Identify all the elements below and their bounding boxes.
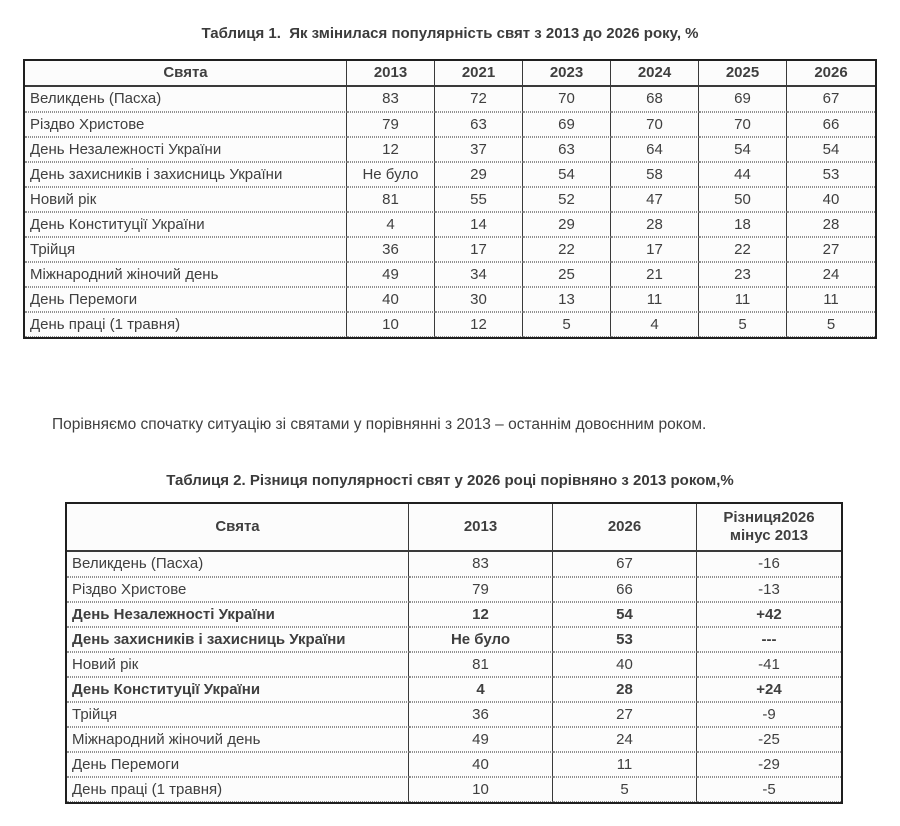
value-cell: 63 xyxy=(523,137,611,162)
value-cell: 66 xyxy=(787,112,875,137)
value-cell: +42 xyxy=(697,602,841,627)
value-cell: 64 xyxy=(611,137,699,162)
value-cell: 17 xyxy=(611,237,699,262)
value-cell: 30 xyxy=(435,287,523,312)
value-cell: 49 xyxy=(347,262,435,287)
value-cell: 28 xyxy=(611,212,699,237)
holiday-name-cell: Міжнародний жіночий день xyxy=(67,727,409,752)
value-cell: 25 xyxy=(523,262,611,287)
column-header-2026: 2026 xyxy=(553,504,697,552)
table1-header-row xyxy=(25,61,875,87)
table-row xyxy=(25,262,875,287)
value-cell: 11 xyxy=(787,287,875,312)
holiday-name-cell: Новий рік xyxy=(67,652,409,677)
value-cell: --- xyxy=(697,627,841,652)
value-cell: 22 xyxy=(523,237,611,262)
column-header-2026: 2026 xyxy=(787,61,875,87)
table-row xyxy=(25,312,875,337)
value-cell: 12 xyxy=(409,602,553,627)
table-row xyxy=(25,162,875,187)
table-row xyxy=(67,777,841,802)
value-cell: -29 xyxy=(697,752,841,777)
value-cell: 12 xyxy=(347,137,435,162)
value-cell: 70 xyxy=(611,112,699,137)
value-cell: 36 xyxy=(347,237,435,262)
value-cell: 79 xyxy=(347,112,435,137)
value-cell: 40 xyxy=(787,187,875,212)
value-cell: 72 xyxy=(435,87,523,112)
value-cell: 67 xyxy=(787,87,875,112)
table-row xyxy=(67,552,841,577)
table-row xyxy=(25,137,875,162)
value-cell: 81 xyxy=(409,652,553,677)
value-cell: -25 xyxy=(697,727,841,752)
table2-title: Таблиця 2. Різниця популярності свят у 2026 році порівняно з 2013 роком,% xyxy=(166,472,734,489)
value-cell: 24 xyxy=(787,262,875,287)
value-cell: +24 xyxy=(697,677,841,702)
value-cell: 5 xyxy=(699,312,787,337)
value-cell: 4 xyxy=(611,312,699,337)
value-cell: -16 xyxy=(697,552,841,577)
holiday-name-cell: День праці (1 травня) xyxy=(67,777,409,802)
value-cell: 68 xyxy=(611,87,699,112)
value-cell: 22 xyxy=(699,237,787,262)
value-cell: 4 xyxy=(409,677,553,702)
intro-paragraph: Порівняємо спочатку ситуацію зі святами у порівнянні з 2013 – останнім довоєнним роком. xyxy=(52,416,707,433)
column-header-2024: 2024 xyxy=(611,61,699,87)
value-cell: -13 xyxy=(697,577,841,602)
table2-body xyxy=(67,552,841,802)
value-cell: 5 xyxy=(787,312,875,337)
value-cell: 70 xyxy=(523,87,611,112)
holiday-name-cell: Великдень (Пасха) xyxy=(67,552,409,577)
value-cell: 27 xyxy=(553,702,697,727)
value-cell: 66 xyxy=(553,577,697,602)
holiday-name-cell: День Конституції України xyxy=(25,212,347,237)
value-cell: 5 xyxy=(523,312,611,337)
holiday-name-cell: День захисників і захисниць України xyxy=(25,162,347,187)
value-cell: 67 xyxy=(553,552,697,577)
table2-header-row xyxy=(67,504,841,552)
value-cell: 40 xyxy=(347,287,435,312)
holiday-name-cell: День Перемоги xyxy=(25,287,347,312)
value-cell: 50 xyxy=(699,187,787,212)
value-cell: 10 xyxy=(409,777,553,802)
value-cell: 29 xyxy=(435,162,523,187)
table-row xyxy=(25,112,875,137)
table-row xyxy=(25,287,875,312)
value-cell: 49 xyxy=(409,727,553,752)
value-cell: 69 xyxy=(523,112,611,137)
holiday-name-cell: Різдво Христове xyxy=(67,577,409,602)
value-cell: 13 xyxy=(523,287,611,312)
value-cell: 27 xyxy=(787,237,875,262)
column-header-holidays: Свята xyxy=(25,61,347,87)
value-cell: 28 xyxy=(553,677,697,702)
value-cell: 10 xyxy=(347,312,435,337)
value-cell: 29 xyxy=(523,212,611,237)
value-cell: Не було xyxy=(347,162,435,187)
table-row xyxy=(25,237,875,262)
value-cell: 21 xyxy=(611,262,699,287)
value-cell: 4 xyxy=(347,212,435,237)
value-cell: 69 xyxy=(699,87,787,112)
value-cell: 5 xyxy=(553,777,697,802)
value-cell: 83 xyxy=(347,87,435,112)
value-cell: -9 xyxy=(697,702,841,727)
value-cell: 54 xyxy=(523,162,611,187)
column-header-2025: 2025 xyxy=(699,61,787,87)
value-cell: 40 xyxy=(409,752,553,777)
holiday-name-cell: Трійця xyxy=(25,237,347,262)
value-cell: 58 xyxy=(611,162,699,187)
value-cell: 53 xyxy=(553,627,697,652)
difference-header-line1: Різниця2026 xyxy=(723,509,815,526)
table-row xyxy=(67,602,841,627)
table-row xyxy=(25,87,875,112)
holiday-name-cell: День праці (1 травня) xyxy=(25,312,347,337)
value-cell: -41 xyxy=(697,652,841,677)
value-cell: 54 xyxy=(699,137,787,162)
table-row xyxy=(67,677,841,702)
holiday-name-cell: Трійця xyxy=(67,702,409,727)
holiday-name-cell: Великдень (Пасха) xyxy=(25,87,347,112)
table-row xyxy=(25,212,875,237)
holiday-name-cell: Міжнародний жіночий день xyxy=(25,262,347,287)
column-header-2013: 2013 xyxy=(409,504,553,552)
holiday-name-cell: День захисників і захисниць України xyxy=(67,627,409,652)
value-cell: 23 xyxy=(699,262,787,287)
value-cell: 81 xyxy=(347,187,435,212)
table-row xyxy=(67,577,841,602)
value-cell: 11 xyxy=(699,287,787,312)
value-cell: 40 xyxy=(553,652,697,677)
value-cell: 47 xyxy=(611,187,699,212)
value-cell: 63 xyxy=(435,112,523,137)
value-cell: 14 xyxy=(435,212,523,237)
value-cell: 18 xyxy=(699,212,787,237)
value-cell: 34 xyxy=(435,262,523,287)
holiday-name-cell: День Незалежності України xyxy=(25,137,347,162)
table-row xyxy=(67,652,841,677)
value-cell: 55 xyxy=(435,187,523,212)
column-header-2013: 2013 xyxy=(347,61,435,87)
value-cell: 83 xyxy=(409,552,553,577)
value-cell: 79 xyxy=(409,577,553,602)
table-row xyxy=(67,702,841,727)
value-cell: 54 xyxy=(553,602,697,627)
value-cell: 12 xyxy=(435,312,523,337)
value-cell: 54 xyxy=(787,137,875,162)
table1-title: Таблиця 1. Як змінилася популярність свят з 2013 до 2026 року, % xyxy=(201,25,699,42)
table-row xyxy=(67,727,841,752)
value-cell: 11 xyxy=(553,752,697,777)
value-cell: 53 xyxy=(787,162,875,187)
table-row xyxy=(67,627,841,652)
value-cell: -5 xyxy=(697,777,841,802)
value-cell: 24 xyxy=(553,727,697,752)
value-cell: 17 xyxy=(435,237,523,262)
column-header-2021: 2021 xyxy=(435,61,523,87)
value-cell: 37 xyxy=(435,137,523,162)
holiday-name-cell: Різдво Христове xyxy=(25,112,347,137)
difference-header-line2: мінус 2013 xyxy=(729,527,809,544)
value-cell: 28 xyxy=(787,212,875,237)
holiday-name-cell: День Конституції України xyxy=(67,677,409,702)
value-cell: 11 xyxy=(611,287,699,312)
holiday-name-cell: Новий рік xyxy=(25,187,347,212)
holiday-name-cell: День Незалежності України xyxy=(67,602,409,627)
column-header-difference xyxy=(697,504,841,552)
column-header-holidays: Свята xyxy=(67,504,409,552)
table1-body xyxy=(25,87,875,337)
table1-holiday-popularity xyxy=(23,59,877,339)
value-cell: 70 xyxy=(699,112,787,137)
column-header-2023: 2023 xyxy=(523,61,611,87)
table2-popularity-difference xyxy=(65,502,843,804)
table-row xyxy=(67,752,841,777)
holiday-name-cell: День Перемоги xyxy=(67,752,409,777)
value-cell: 36 xyxy=(409,702,553,727)
value-cell: 44 xyxy=(699,162,787,187)
table-row xyxy=(25,187,875,212)
value-cell: 52 xyxy=(523,187,611,212)
value-cell: Не було xyxy=(409,627,553,652)
